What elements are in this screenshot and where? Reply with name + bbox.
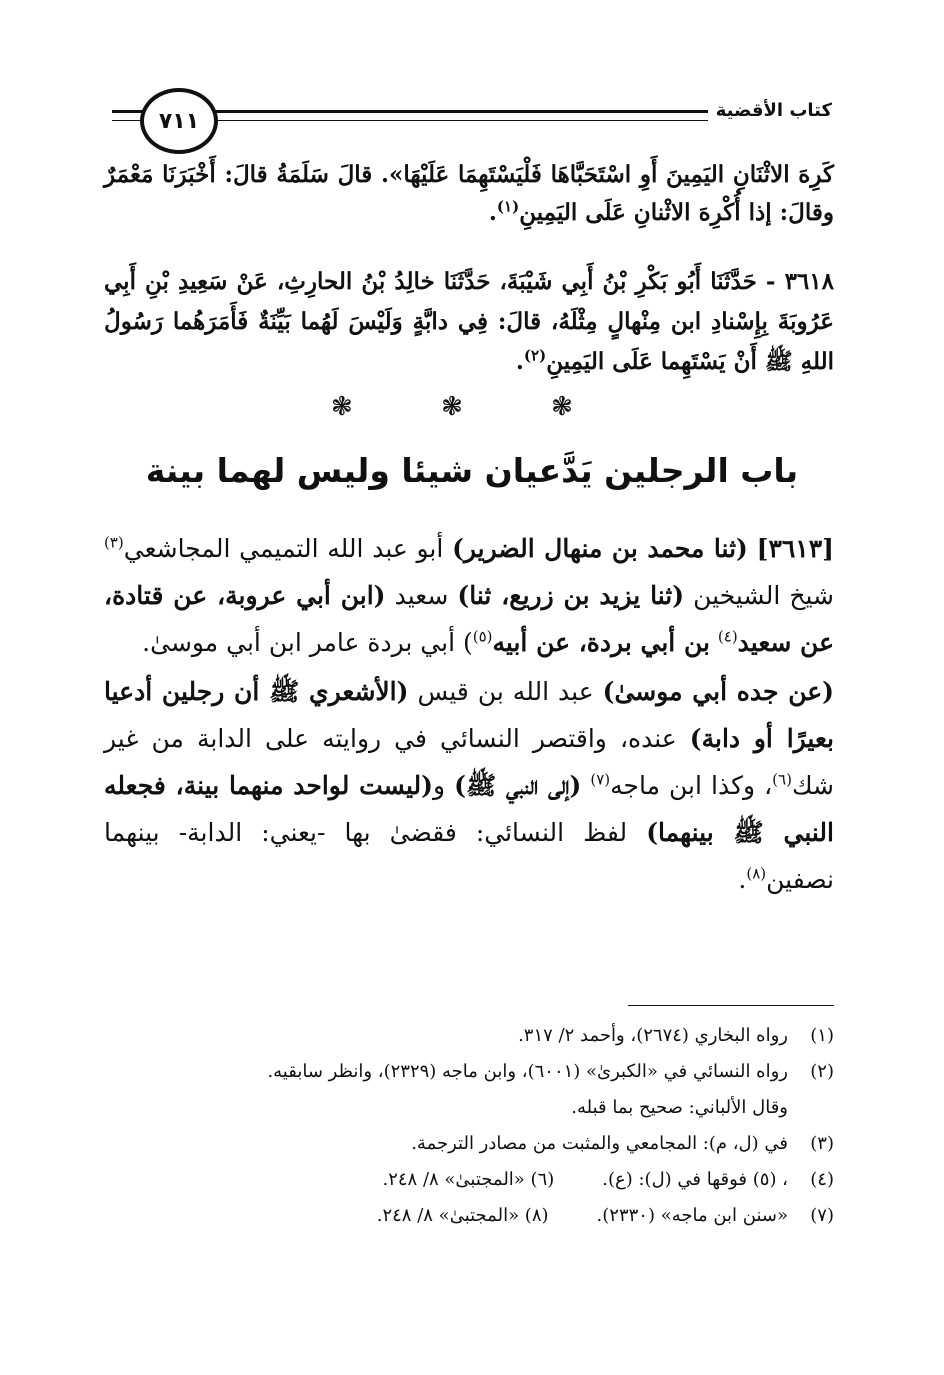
footnote-body <box>104 1054 788 1126</box>
footnote-number: (٢) <box>810 1061 834 1082</box>
page-header <box>112 88 832 150</box>
narrator-text: (ثنا محمد بن منهال الضرير) <box>452 534 748 563</box>
footnote-text: في (ل، م): المجامعي والمثبت من مصادر الترجمة. <box>411 1133 788 1154</box>
running-title: كتاب الأقضية <box>708 100 832 121</box>
ref-5: (٥) <box>472 627 493 646</box>
commentary-para-2 <box>104 668 834 903</box>
footnote <box>104 1198 834 1234</box>
footnote <box>104 1018 834 1054</box>
ref-2: (٢) <box>523 346 547 365</box>
footnote-number: (٣) <box>810 1133 834 1154</box>
footnote-text: وقال الألباني: صحيح بما قبله. <box>571 1097 788 1118</box>
commentary-text: ، وكذا ابن ماجه <box>610 771 773 800</box>
commentary-text: شيخ الشيخين <box>693 581 835 610</box>
page-number-badge <box>140 88 218 154</box>
matn-text-2: ٣٦١٨ - حَدَّثَنَا أَبُو بَكْرِ بْنُ أَبِي شَيْبَةَ، حَدَّثَنَا خالِدُ بْنُ الحارِثِ، عَنْ سَعِيدِ بْنِ أَبِي عَرُوبَةَ بِإِسْنادِ ابن مِنْهالٍ مِثْلَهُ، قالَ: فِي دابَّةٍ وَلَيْسَ لَهُما بَيِّنَةٌ فَأَمَرَهُما رَسُولُ اللهِ ﷺ أَنْ يَسْتَهِما عَلَى اليَمِينِ <box>104 268 834 375</box>
commentary-text: لفظ النسائي: فقضىٰ بها -يعني: الدابة- بينهما نصفين <box>104 818 834 894</box>
narrator-text: (ابن أبي عروبة، عن قتادة، عن سعيد <box>104 581 834 657</box>
narrator-text: (ثنا يزيد بن زريع، ثنا) <box>457 581 685 610</box>
footnote-text: رواه النسائي في «الكبرىٰ» (٦٠٠١)، وابن ماجه (٢٣٢٩)، وانظر سابقيه. <box>267 1061 788 1082</box>
commentary-text: أبو عبد الله التميمي المجاشعي <box>123 534 444 563</box>
narrator-text: (ليست لواحد منهما بينة، فجعله النبي ﷺ بينهما) <box>104 771 834 847</box>
commentary-text: و <box>432 771 446 800</box>
commentary-text: عبد الله بن قيس <box>417 677 594 706</box>
matn-block-2: ٣٦١٨ - حَدَّثَنَا أَبُو بَكْرِ بْنُ أَبِي شَيْبَةَ، حَدَّثَنَا خالِدُ بْنُ الحارِثِ، عَنْ سَعِيدِ بْنِ أَبِي عَرُوبَةَ بِإِسْنادِ ابن مِنْهالٍ مِثْلَهُ، قالَ: فِي دابَّةٍ وَلَيْسَ لَهُما بَيِّنَةٌ فَأَمَرَهُما رَسُولُ اللهِ ﷺ أَنْ يَسْتَهِما عَلَى اليَمِينِ$^{(٢)}$. <box>104 268 834 375</box>
ref-3: (٣) <box>104 533 124 552</box>
narrator-text: (عن جده أبي موسىٰ) <box>602 677 834 706</box>
commentary-text: . <box>738 865 747 894</box>
narrator-text: (إلى النبي ﷺ) <box>454 771 582 800</box>
narrator-text: (الأشعري ﷺ أن رجلين أدعيا بعيرًا أو دابة) <box>104 677 834 753</box>
narrator-text: بن أبي بردة، عن أبيه <box>492 628 710 657</box>
footnote <box>104 1126 834 1162</box>
chapter-title: باب الرجلين يَدَّعيان شيئا وليس لهما بينة <box>145 451 799 490</box>
footnote-separator <box>628 1005 834 1006</box>
footnote <box>104 1054 834 1126</box>
footnote-text: ، (٥) فوقها في (ل): (ع). <box>602 1169 788 1190</box>
footnote-number: (١) <box>810 1025 834 1046</box>
commentary-text: سعيد <box>394 581 449 610</box>
commentary-text: ) أبي بردة عامر ابن أبي موسىٰ. <box>142 628 473 657</box>
footnote-text: (٨) «المجتبىٰ» ٨/ ٢٤٨. <box>376 1205 549 1226</box>
commentary <box>104 525 834 903</box>
footnote-number: (٧) <box>810 1205 834 1226</box>
matn-block-1: كَرِهَ الاثْنَانِ اليَمِينَ أَوِ اسْتَحَبَّاهَا فَلْيَسْتَهِمَا عَلَيْهَا». قالَ سَلَمَةُ قالَ: أَخْبَرَنَا مَعْمَرٌ وقالَ: إذا أُكْرِهَ الاثْنانِ عَلَى اليَمِينِ$^{(١)}$. <box>104 161 834 226</box>
footnote-text: «سنن ابن ماجه» (٢٣٣٠). <box>596 1205 788 1226</box>
page-number: ٧١١ <box>158 108 200 134</box>
commentary-para-1 <box>104 525 834 666</box>
footnote-body <box>104 1162 788 1198</box>
commentary-text: عنده، واقتصر النسائي في روايته على الدابة من غير شك <box>104 724 834 800</box>
hadith-number: [٣٦١٣] <box>756 534 835 563</box>
ref-8: (٨) <box>746 864 767 883</box>
footnote-text: رواه البخاري (٢٦٧٤)، وأحمد ٢/ ٣١٧. <box>518 1025 788 1046</box>
footnote-body <box>104 1198 788 1234</box>
separator-stars: ❃ ❃ ❃ <box>331 392 613 422</box>
ref-7: (٧) <box>590 770 611 789</box>
footnote-text: (٦) «المجتبىٰ» ٨/ ٢٤٨. <box>382 1169 555 1190</box>
footnote-number: (٤) <box>810 1169 834 1190</box>
ref-4: (٤) <box>717 627 738 646</box>
ref-6: (٦) <box>772 770 792 789</box>
ref-1: (١) <box>496 197 520 216</box>
footnote <box>104 1162 834 1198</box>
footnotes <box>104 1018 834 1234</box>
matn-text-1: كَرِهَ الاثْنَانِ اليَمِينَ أَوِ اسْتَحَبَّاهَا فَلْيَسْتَهِمَا عَلَيْهَا». قالَ سَلَمَةُ قالَ: أَخْبَرَنَا مَعْمَرٌ وقالَ: إذا أُكْرِهَ الاثْنانِ عَلَى اليَمِينِ <box>104 161 834 226</box>
